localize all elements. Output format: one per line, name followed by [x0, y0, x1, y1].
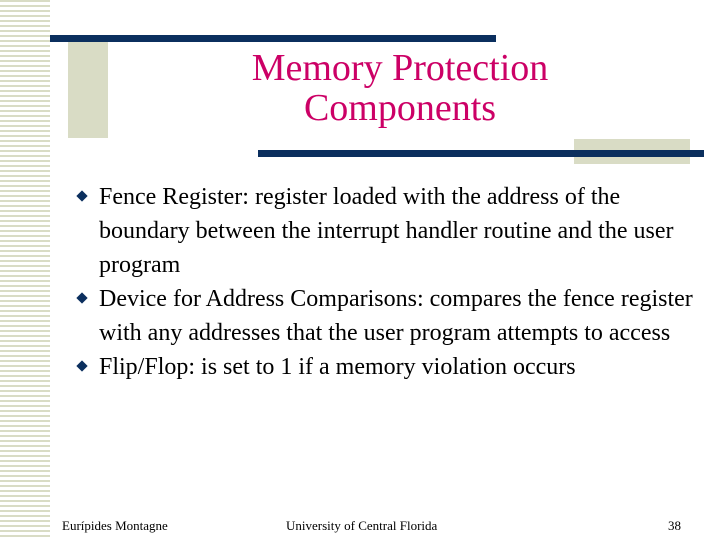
footer-institution: University of Central Florida	[286, 518, 438, 533]
title-bottom-bar	[258, 150, 704, 157]
decorative-stripe-strip	[0, 0, 50, 540]
bullet-text: Device for Address Comparisons: compares the fence register with any addresses that the user program attempts to access	[99, 286, 693, 346]
bullet-list	[78, 180, 698, 384]
footer-page-number: 38	[668, 518, 681, 533]
bullet-item-fence-register	[78, 180, 698, 282]
bullet-item-address-comparisons	[78, 282, 698, 350]
bullet-text: Flip/Flop: is set to 1 if a memory violation occurs	[99, 354, 576, 380]
decorative-block-top	[68, 42, 108, 138]
bullet-text: Fence Register: register loaded with the address of the boundary between the interrupt handler routine and the user program	[99, 184, 674, 278]
slide-title	[190, 48, 610, 128]
bullet-item-flip-flop	[78, 350, 698, 384]
diamond-bullet-icon	[76, 360, 87, 371]
slide-title-line-2: Components	[303, 87, 497, 129]
diamond-bullet-icon	[76, 292, 87, 303]
footer-author: Eurípides Montagne	[62, 518, 168, 533]
diamond-bullet-icon	[76, 190, 87, 201]
title-top-bar	[50, 35, 496, 42]
slide-title-line-1: Memory Protection	[251, 47, 549, 89]
